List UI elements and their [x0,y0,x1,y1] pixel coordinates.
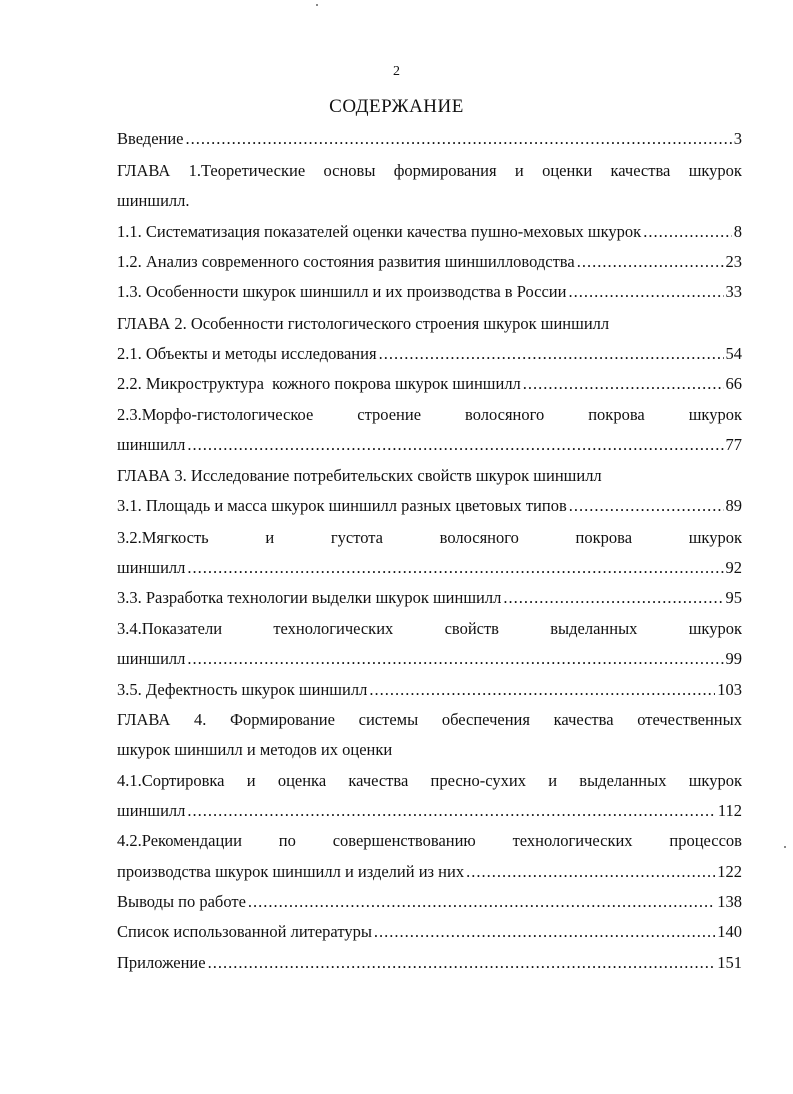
toc-entry-page: 140 [717,922,742,941]
word: оценки [542,161,593,180]
toc-entry-page: 95 [725,588,742,607]
toc-entry-text: Список использованной литературы [117,922,372,941]
toc-entry-page: 54 [725,344,742,363]
toc-entry-4-1-line-2[interactable] [117,799,742,823]
toc-entry-text: 2.2. Микроструктура кожного покрова шкурок шиншилл [117,374,521,393]
word: покрова [575,528,633,547]
toc-entry-3-4-line-2[interactable] [117,647,742,671]
leader-dots [466,860,715,884]
word: густота [330,528,383,547]
word: и [265,528,275,547]
toc-entry-references[interactable] [117,920,742,944]
word: шкурок [688,405,742,424]
toc-entry-text: шиншилл [117,558,186,577]
leader-dots [379,342,724,366]
toc-title: СОДЕРЖАНИЕ [329,96,464,117]
toc-entry-text: шиншилл [117,801,186,820]
word: 4.2.Рекомендации [117,831,242,850]
word: выделанных [579,771,667,790]
scan-speck [784,846,786,848]
word: технологических [512,831,633,850]
toc-chapter-1-line-2[interactable]: шиншилл. [117,191,190,210]
word: обеспечения [441,710,530,729]
word: основы [323,161,376,180]
leader-dots [577,250,724,274]
toc-entry-page: 138 [717,892,742,911]
word: совершенствованию [332,831,476,850]
leader-dots [568,280,723,304]
word: отечественных [637,710,742,729]
word: качества [348,771,409,790]
word: шкурок [688,619,742,638]
word: Формирование [230,710,335,729]
toc-chapter-4-line-1[interactable] [117,708,742,732]
leader-dots [186,127,732,151]
toc-entry-text: Введение [117,129,184,148]
toc-entry-page: 23 [725,252,742,271]
word: 4.1.Сортировка [117,771,225,790]
word: ГЛАВА [117,161,171,180]
toc-entry-page: 3 [733,129,742,148]
toc-entry-page: 99 [725,649,742,668]
toc-entry-text: 1.3. Особенности шкурок шиншилл и их производства в России [117,282,567,301]
page-number: 2 [393,64,400,79]
word: выделанных [550,619,638,638]
word: формирования [393,161,497,180]
leader-dots [503,586,723,610]
toc-chapter-1-line-1[interactable] [117,159,742,183]
toc-entry-4-1-line-1[interactable] [117,769,742,793]
leader-dots [374,920,715,944]
word: покрова [588,405,645,424]
toc-entry-conclusions[interactable] [117,890,742,914]
toc-entry-3-1[interactable] [117,494,742,518]
word: строение [357,405,422,424]
word: шкурок [688,161,742,180]
leader-dots [208,951,716,975]
word: процессов [669,831,742,850]
toc-entry-page: 112 [717,801,742,820]
toc-entry-page: 66 [725,374,742,393]
toc-entry-text: Выводы по работе [117,892,246,911]
word: 4. [193,710,207,729]
toc-entry-text: производства шкурок шиншилл и изделий из них [117,862,465,881]
word: и [548,771,558,790]
toc-entry-1-2[interactable] [117,250,742,274]
leader-dots [187,647,723,671]
word: ГЛАВА [117,710,171,729]
word: 3.2.Мягкость [117,528,209,547]
word: системы [358,710,419,729]
toc-entry-text: 3.1. Площадь и масса шкурок шиншилл разных цветовых типов [117,496,567,515]
toc-entry-3-2-line-1[interactable] [117,526,742,550]
toc-entry-appendix[interactable] [117,951,742,975]
toc-entry-page: 89 [725,496,742,515]
toc-entry-2-2[interactable] [117,372,742,396]
leader-dots [569,494,724,518]
word: шкурок [688,528,742,547]
toc-entry-text: шиншилл [117,435,186,454]
word: свойств [444,619,499,638]
toc-chapter-4-line-2[interactable]: шкурок шиншилл и методов их оценки [117,740,393,759]
toc-entry-2-3-line-2[interactable] [117,433,742,457]
toc-entry-page: 8 [733,222,742,241]
leader-dots [187,799,715,823]
toc-chapter-3[interactable]: ГЛАВА 3. Исследование потребительских свойств шкурок шиншилл [117,466,602,485]
word: 2.3.Морфо-гистологическое [117,405,314,424]
toc-entry-page: 77 [725,435,742,454]
word: по [278,831,296,850]
leader-dots [369,678,715,702]
toc-entry-text: Приложение [117,953,206,972]
toc-entry-page: 33 [725,282,742,301]
word: 3.4.Показатели [117,619,223,638]
toc-entry-3-4-line-1[interactable] [117,617,742,641]
leader-dots [523,372,724,396]
toc-entry-3-3[interactable] [117,586,742,610]
toc-entry-3-5[interactable] [117,678,742,702]
toc-entry-1-3[interactable] [117,280,742,304]
toc-entry-page: 122 [717,862,742,881]
toc-entry-text: шиншилл [117,649,186,668]
leader-dots [187,433,723,457]
toc-entry-1-1[interactable] [117,220,742,244]
toc-entry-4-2-line-1[interactable] [117,829,742,853]
toc-entry-text: 1.2. Анализ современного состояния развития шиншилловодства [117,252,575,271]
toc-entry-page: 151 [717,953,742,972]
toc-entry-4-2-line-2[interactable] [117,860,742,884]
toc-entry-3-2-line-2[interactable] [117,556,742,580]
leader-dots [187,556,723,580]
toc-entry-intro[interactable] [117,127,742,151]
word: качества [553,710,614,729]
word: пресно-сухих [430,771,526,790]
toc-chapter-2[interactable]: ГЛАВА 2. Особенности гистологического строения шкурок шиншилл [117,314,610,333]
toc-entry-page: 92 [725,558,742,577]
word: и [514,161,524,180]
leader-dots [248,890,715,914]
word: технологических [273,619,394,638]
word: качества [610,161,671,180]
leader-dots [643,220,732,244]
toc-entry-text: 2.1. Объекты и методы исследования [117,344,377,363]
toc-entry-text: 1.1. Систематизация показателей оценки качества пушно-меховых шкурок [117,222,642,241]
word: 1.Теоретические [188,161,306,180]
word: волосяного [465,405,545,424]
word: оценка [277,771,327,790]
toc-entry-page: 103 [717,680,742,699]
toc-entry-2-1[interactable] [117,342,742,366]
toc-entry-text: 3.5. Дефектность шкурок шиншилл [117,680,368,699]
word: и [246,771,256,790]
word: шкурок [688,771,742,790]
toc-entry-text: 3.3. Разработка технологии выделки шкурок шиншилл [117,588,502,607]
toc-entry-2-3-line-1[interactable] [117,403,742,427]
word: волосяного [439,528,519,547]
scan-speck [316,4,318,6]
